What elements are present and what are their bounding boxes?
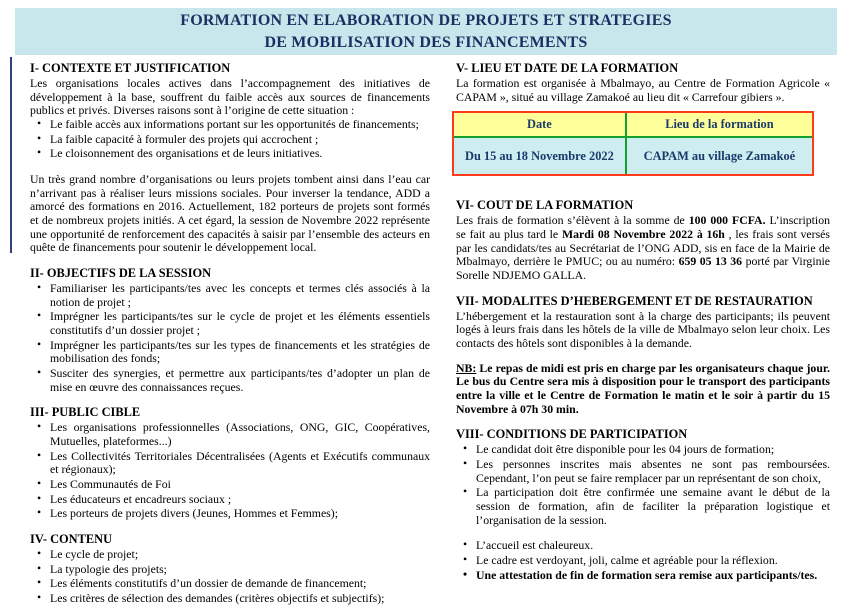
nb-label: NB: (456, 360, 477, 375)
list-item: • Les critères de sélection des demandes (critères objectifs et subjectifs); (30, 592, 430, 606)
table-row (454, 137, 812, 174)
section-cout (456, 198, 830, 282)
section-lieu-date (456, 61, 830, 176)
schedule-table-wrapper (452, 111, 814, 176)
list-item: • La faible capacité à formuler des projets qui accrochent ; (30, 133, 430, 147)
section-conditions (456, 427, 830, 582)
list-item: • Le candidat doit être disponible pour les 04 jours de formation; (456, 443, 830, 457)
document-title-band (15, 8, 837, 55)
list-item: • Imprégner les participants/tes sur le cycle de projet et les éléments essentiels constitutifs d’un dossier projet ; (30, 310, 430, 337)
list-item: • Le faible accès aux informations portant sur les opportunités de financements; (30, 118, 430, 132)
list-item: • Les personnes inscrites mais absentes ne sont pas remboursées. Cependant, l’on peut se faire remplacer par un représentant de son choix, (456, 458, 830, 485)
modalites-paragraph: L’hébergement et la restauration sont à la charge des participants; ils peuvent logés à leurs frais dans les hôtels de la ville de Mbalmayo selon leur choix. Les contacts des hôtels sont disponibles à la demande. (456, 308, 830, 351)
section-heading-public-cible: III- PUBLIC CIBLE (30, 405, 141, 420)
list-item: • Imprégner les participants/tes sur les types de financements et les stratégies de mobilisation des fonds; (30, 339, 430, 366)
objectifs-bullet-list (30, 282, 430, 394)
schedule-table (454, 113, 812, 174)
section-contexte (30, 61, 430, 255)
cout-text: , les frais sont versés par les candidats/tes au Secrétariat de l’ONG ADD, sis en face de la Mairie de Mbalmayo, derrière le PMUC; ou au numéro: (456, 227, 830, 269)
section-heading-objectifs: II- OBJECTIFS DE LA SESSION (30, 266, 212, 281)
section-modalites (456, 294, 830, 417)
conditions-extra-bullet-list (456, 539, 830, 582)
list-item: • Les Collectivités Territoriales Décentralisées (Agents et Exécutifs communaux et régionaux); (30, 450, 430, 477)
section-heading-contexte: I- CONTEXTE ET JUSTIFICATION (30, 61, 231, 75)
list-item: • Le cycle de projet; (30, 548, 430, 562)
left-margin-line (10, 57, 12, 253)
right-column (456, 61, 830, 596)
list-item: • Susciter des synergies, et permettre aux participants/tes d’adopter un plan de mise en œuvre des connaissances reçues. (30, 367, 430, 394)
list-item-attestation: • Une attestation de fin de formation sera remise aux participants/tes. (456, 569, 830, 583)
contexte-paragraph-1: Les organisations locales actives dans l’accompagnement des initiatives de développement à la base, souffrent du faible accès aux sources de financements publics et privés. Diverses raisons sont à l’origine de cette situation : (30, 76, 430, 118)
list-item: • Les Communautés de Foi (30, 478, 430, 492)
nb-text: Le repas de midi est pris en charge par les organisateurs chaque jour. Le bus du Centre sera mis à disposition pour le transport des participants entre la ville et le Centre de Formation le matin et le soir à partir du 15 Novembre à 07h 30 min. (456, 360, 830, 416)
public-cible-bullet-list (30, 421, 430, 521)
cout-deadline: Mardi 08 Novembre 2022 à 16h (561, 227, 725, 242)
table-cell-date: Du 15 au 18 Novembre 2022 (454, 137, 626, 174)
left-column (30, 61, 430, 606)
title-line-2: DE MOBILISATION DES FINANCEMENTS (264, 33, 588, 51)
content-columns (30, 61, 831, 606)
table-header-date: Date (454, 113, 626, 137)
section-heading-conditions: VIII- CONDITIONS DE PARTICIPATION (456, 427, 688, 442)
section-heading-modalites: VII- MODALITES D’HEBERGEMENT ET DE RESTAURATION (456, 293, 813, 308)
table-cell-lieu: CAPAM au village Zamakoé (626, 137, 812, 174)
table-header-row (454, 113, 812, 137)
list-item: • Le cadre est verdoyant, joli, calme et agréable pour la réflexion. (456, 554, 830, 568)
list-item: • La participation doit être confirmée une semaine avant le début de la session de formation, afin de faciliter la préparation logistique et l’organisation de la session. (456, 486, 830, 527)
cout-text: porté par Virginie Sorelle NDJEMO GALLA. (456, 254, 831, 283)
list-item: • Les éléments constitutifs d’un dossier de demande de financement; (30, 577, 430, 591)
lieu-paragraph: La formation est organisée à Mbalmayo, au Centre de Formation Agricole « CAPAM », situé au village Zamakoé au lieu dit « Carrefour gibiers ». (456, 76, 830, 104)
spacer (456, 187, 830, 198)
title-line-1: FORMATION EN ELABORATION DE PROJETS ET STRATEGIES (180, 12, 672, 29)
contenu-bullet-list (30, 548, 430, 606)
list-item: • La typologie des projets; (30, 563, 430, 577)
nb-paragraph (456, 362, 830, 417)
section-heading-contenu: IV- CONTENU (30, 532, 113, 547)
section-heading-lieu-date: V- LIEU ET DATE DE LA FORMATION (456, 61, 679, 75)
list-item: • Les éducateurs et encadreurs sociaux ; (30, 493, 430, 507)
conditions-bullet-list (456, 443, 830, 527)
list-item: • Les organisations professionnelles (Associations, ONG, GIC, Coopératives, Mutuelles, plateformes...) (30, 421, 430, 448)
list-item: • L’accueil est chaleureux. (456, 539, 830, 553)
list-item: • Le cloisonnement des organisations et de leurs initiatives. (30, 147, 430, 161)
section-contenu (30, 532, 430, 606)
cout-phone-number: 659 05 13 36 (678, 254, 743, 269)
contexte-paragraph-2: Un très grand nombre d’organisations ou leurs projets tombent ainsi dans l’eau car n’arrivant pas à réaliser leurs missions sociales. Pour inverser la tendance, ADD a amorcé des formations en 2016. Actuellement, 182 porteurs de projets sont formés et de nombreux projets initiés. A cet égard, la session de Novembre 2022 représente une opportunité de renforcement des capacités à saisir par l’ensemble des acteurs en quête de financements pour soutenir le développement local. (30, 172, 430, 255)
contexte-bullet-list (30, 118, 430, 161)
cout-text: L’inscription se fait au plus tard le (456, 213, 830, 242)
list-item: • Familiariser les participants/tes avec les concepts et termes clés associés à la notion de projet ; (30, 282, 430, 309)
list-item: • Les porteurs de projets divers (Jeunes, Hommes et Femmes); (30, 507, 430, 521)
cout-paragraph (456, 214, 830, 282)
section-objectifs (30, 266, 430, 394)
section-heading-cout: VI- COUT DE LA FORMATION (456, 198, 634, 213)
table-header-lieu: Lieu de la formation (626, 113, 812, 137)
cout-amount: 100 000 FCFA. (688, 213, 766, 228)
section-public-cible (30, 405, 430, 521)
cout-text: Les frais de formation s’élèvent à la somme de (456, 213, 689, 228)
